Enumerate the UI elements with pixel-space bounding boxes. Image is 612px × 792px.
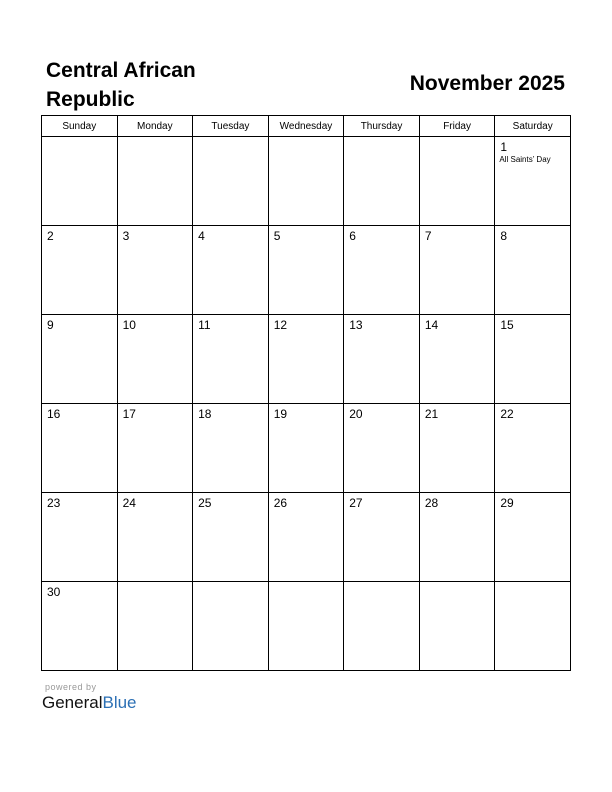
day-cell [344,226,420,315]
holiday-label [344,421,419,422]
day-number: 3 [122,229,130,243]
day-cell [268,137,344,226]
holiday-label [344,510,419,511]
day-number: 11 [198,318,211,332]
holiday-label [193,140,268,141]
day-number: 28 [424,496,439,510]
holiday-label [420,332,495,333]
holiday-label [42,140,117,141]
day-cell [193,493,269,582]
holiday-label [193,421,268,422]
day-cell [42,404,118,493]
day-cell [42,226,118,315]
holiday-label [420,585,495,586]
brand-name-part2: Blue [102,693,137,712]
holiday-label [495,243,570,244]
weekday-header: Monday [117,116,193,137]
day-number: 12 [273,318,288,332]
day-number: 1 [500,140,508,154]
holiday-label [118,585,193,586]
day-number: 7 [424,229,432,243]
holiday-label [193,585,268,586]
holiday-label [420,421,495,422]
weekday-header-row [42,116,571,137]
country-title: Central African Republic [46,59,196,111]
day-number: 2 [47,229,54,243]
holiday-label [193,243,268,244]
day-cell [117,226,193,315]
day-cell [117,493,193,582]
holiday-label [269,243,344,244]
day-cell [42,493,118,582]
holiday-label [193,510,268,511]
day-cell [193,137,269,226]
week-row [42,404,571,493]
day-number: 4 [198,229,205,243]
day-cell [268,493,344,582]
holiday-label [42,332,117,333]
holiday-label [118,510,193,511]
holiday-label [344,585,419,586]
holiday-label [344,332,419,333]
day-cell [193,315,269,404]
day-cell [419,582,495,671]
week-row [42,226,571,315]
day-number: 18 [198,407,212,421]
day-number: 13 [349,318,363,332]
weekday-header: Sunday [42,116,118,137]
day-cell [268,404,344,493]
holiday-label [42,510,117,511]
day-cell [419,226,495,315]
day-cell [495,315,571,404]
week-row [42,137,571,226]
holiday-label [42,243,117,244]
day-cell [42,582,118,671]
weekday-header: Friday [419,116,495,137]
day-cell [117,404,193,493]
day-cell [344,404,420,493]
day-number: 30 [47,585,61,599]
holiday-label [420,140,495,141]
day-cell [117,582,193,671]
holiday-label [193,332,268,333]
day-number: 22 [500,407,514,421]
day-cell [42,315,118,404]
holiday-label [344,243,419,244]
day-number: 17 [122,407,136,421]
holiday-label [42,421,117,422]
day-number: 29 [500,496,514,510]
week-row [42,582,571,671]
day-cell [495,582,571,671]
day-number: 27 [349,496,363,510]
holiday-label [495,510,570,511]
holiday-label [495,332,570,333]
calendar-grid [41,115,571,671]
day-cell [193,582,269,671]
holiday-label [495,585,570,586]
holiday-label: All Saints’ Day [499,155,551,164]
day-number: 10 [122,318,136,332]
brand-name-part1: General [42,693,103,712]
day-cell [419,137,495,226]
day-number: 15 [500,318,514,332]
holiday-label [118,421,193,422]
holiday-label [269,510,344,511]
holiday-label [42,599,117,600]
generalblue-logo[interactable] [42,693,137,713]
day-number: 21 [424,407,439,421]
day-cell [344,315,420,404]
weekday-header: Wednesday [268,116,344,137]
day-number: 24 [122,496,136,510]
day-number: 19 [273,407,288,421]
day-cell [344,493,420,582]
day-cell [42,137,118,226]
holiday-label [118,140,193,141]
day-number: 20 [349,407,363,421]
day-cell [193,404,269,493]
week-row [42,315,571,404]
day-number: 5 [273,229,281,243]
day-cell [495,493,571,582]
holiday-label [118,243,193,244]
holiday-label [344,140,419,141]
weekday-header: Saturday [495,116,571,137]
day-cell [344,582,420,671]
day-number: 16 [47,407,61,421]
day-cell [344,137,420,226]
day-cell [419,404,495,493]
day-number: 23 [47,496,61,510]
month-year-title: November 2025 [409,72,565,95]
holiday-label [118,332,193,333]
holiday-label [269,332,344,333]
day-number: 25 [198,496,212,510]
day-number: 9 [47,318,54,332]
holiday-label [420,243,495,244]
day-cell [193,226,269,315]
holiday-label [269,421,344,422]
day-number: 8 [500,229,508,243]
weekday-header: Tuesday [193,116,269,137]
holiday-label [269,140,344,141]
holiday-label [495,421,570,422]
day-cell [495,404,571,493]
day-cell [419,493,495,582]
day-cell [268,582,344,671]
week-row [42,493,571,582]
day-cell [419,315,495,404]
holiday-label [420,510,495,511]
day-cell [117,137,193,226]
day-number: 14 [424,318,439,332]
day-cell [268,315,344,404]
day-cell [117,315,193,404]
weekday-header: Thursday [344,116,420,137]
holiday-label [269,585,344,586]
day-cell [495,226,571,315]
day-number: 26 [273,496,288,510]
day-cell [495,137,571,226]
powered-by-text: powered by [45,682,97,692]
day-number: 6 [349,229,356,243]
day-cell [268,226,344,315]
